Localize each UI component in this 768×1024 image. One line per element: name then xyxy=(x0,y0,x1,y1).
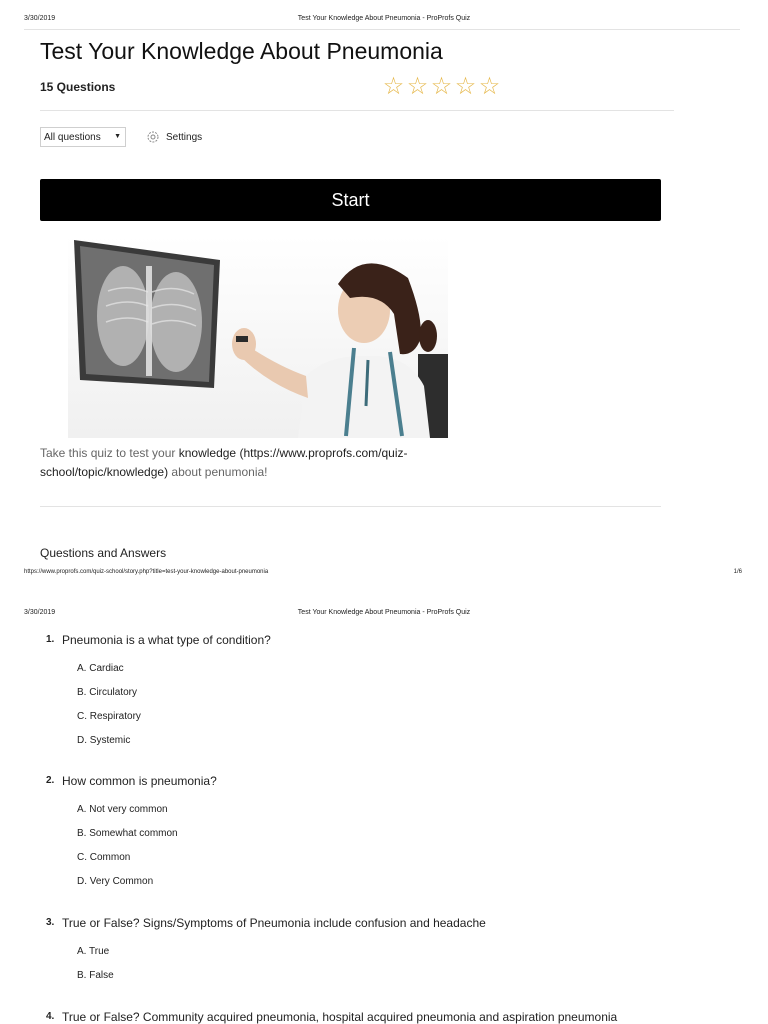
question-count: 15 Questions xyxy=(40,80,116,94)
star-icon[interactable]: ☆ xyxy=(406,73,429,100)
page-title: Test Your Knowledge About Pneumonia xyxy=(40,38,443,64)
answer-option[interactable]: A. True xyxy=(77,946,110,957)
answer-option[interactable]: B. Somewhat common xyxy=(77,828,178,839)
star-icon[interactable]: ☆ xyxy=(454,73,477,100)
print-date: 3/30/2019 xyxy=(24,15,56,22)
question-filter-select[interactable] xyxy=(40,127,126,147)
quiz-description xyxy=(40,444,460,482)
section-divider xyxy=(40,506,661,507)
rating-stars[interactable] xyxy=(382,74,501,100)
question-number: 2. xyxy=(46,775,55,786)
question-filter-value: All questions xyxy=(44,131,101,143)
answer-option[interactable]: D. Very Common xyxy=(77,876,154,887)
question-text: True or False? Signs/Symptoms of Pneumonia include confusion and headache xyxy=(62,916,486,930)
intro-text: Take this quiz to test your xyxy=(40,446,179,460)
print-url: https://www.proprofs.com/quiz-school/story.php?title=test-your-knowledge-about-pneumonia xyxy=(24,569,269,575)
star-icon[interactable]: ☆ xyxy=(478,73,501,100)
print-title: Test Your Knowledge About Pneumonia - ProProfs Quiz xyxy=(297,15,471,22)
answer-option[interactable]: D. Systemic xyxy=(77,735,131,746)
question-text: How common is pneumonia? xyxy=(62,774,217,788)
print-title: Test Your Knowledge About Pneumonia - ProProfs Quiz xyxy=(297,609,471,616)
answer-option[interactable]: B. Circulatory xyxy=(77,687,138,698)
settings-button[interactable] xyxy=(146,130,202,144)
header-divider xyxy=(24,29,740,30)
question-number: 1. xyxy=(46,634,55,645)
star-icon[interactable]: ☆ xyxy=(430,73,453,100)
intro-text-end: about penumonia! xyxy=(168,465,268,479)
answer-option[interactable]: B. False xyxy=(77,970,114,981)
question-number: 4. xyxy=(46,1011,55,1022)
knowledge-link[interactable]: knowledge (https://www.proprofs.com/quiz-school/topic/knowledge) xyxy=(40,446,408,479)
start-button[interactable]: Start xyxy=(40,179,661,221)
question-text: True or False? Community acquired pneumonia, hospital acquired pneumonia and aspiration pneumonia xyxy=(62,1010,618,1024)
doctor-xray-image xyxy=(68,236,448,438)
gear-icon xyxy=(146,130,160,144)
settings-label: Settings xyxy=(166,131,203,143)
answer-option[interactable]: A. Cardiac xyxy=(77,663,124,674)
question-number: 3. xyxy=(46,917,55,928)
qa-heading: Questions and Answers xyxy=(40,546,167,560)
caret-down-icon: ▼ xyxy=(114,133,121,140)
title-divider xyxy=(40,110,674,111)
answer-option[interactable]: C. Respiratory xyxy=(77,711,141,722)
answer-option[interactable]: A. Not very common xyxy=(77,804,168,815)
print-date: 3/30/2019 xyxy=(24,609,56,616)
answer-option[interactable]: C. Common xyxy=(77,852,131,863)
star-icon[interactable]: ☆ xyxy=(382,73,405,100)
print-page-number: 1/6 xyxy=(733,569,742,575)
question-text: Pneumonia is a what type of condition? xyxy=(62,633,271,647)
